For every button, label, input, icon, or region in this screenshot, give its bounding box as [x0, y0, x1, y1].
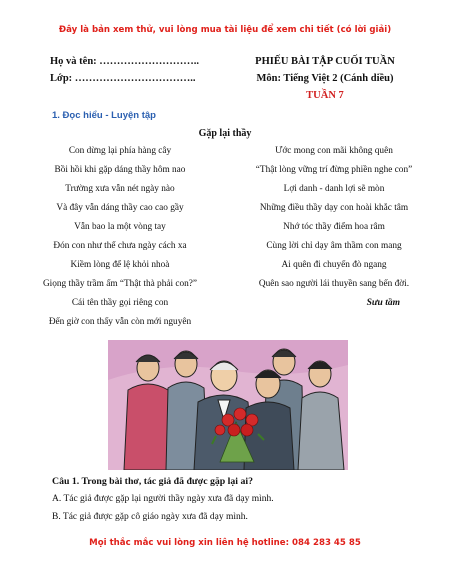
answer-option-a: A. Tác giả được gặp lại người thầy ngày xưa đã dạy mình.	[52, 494, 274, 504]
poem-right-line: Ai quên đi chuyến đò ngang	[281, 260, 387, 270]
poem-right-line: Lợi danh - danh lợi sẽ mòn	[283, 184, 385, 194]
poem-left-line: Bồi hồi khi gặp dáng thầy hôm nao	[54, 165, 186, 175]
poem-right-line: Ước mong con mãi không quên	[275, 146, 393, 156]
subject-label: Môn: Tiếng Việt 2 (Cánh diều)	[256, 73, 394, 84]
poem-left-line: Con dừng lại phía hàng cây	[68, 146, 172, 156]
section-title: 1. Đọc hiểu - Luyện tập	[52, 110, 156, 121]
question-1: Câu 1. Trong bài thơ, tác giả đã được gặp lại ai?	[52, 476, 253, 487]
poem-author: Sưu tầm	[366, 298, 400, 308]
poem-left-line: Vẫn bao la một vòng tay	[74, 222, 166, 232]
sheet-title: PHIẾU BÀI TẬP CUỐI TUẦN	[255, 56, 395, 67]
poem-title: Gặp lại thầy	[198, 128, 252, 139]
poem-right-line: “Thật lòng vững trí đừng phiền nghe con”	[255, 165, 413, 175]
poem-left-line: Và đây vẫn dáng thầy cao cao gầy	[56, 203, 184, 213]
poem-left-line: Giọng thầy trầm ấm “Thật thà phải con?”	[42, 279, 198, 289]
week-label: TUẦN 7	[306, 90, 344, 101]
name-field-label: Họ và tên: ………………………..	[50, 56, 200, 67]
poem-right-line: Những điều thầy dạy con hoài khắc tâm	[259, 203, 409, 213]
answer-option-b: B. Tác giả được gặp cô giáo ngày xưa đã dạy mình.	[52, 512, 248, 522]
poem-left-line: Kiềm lòng để lệ khỏi nhoà	[70, 260, 170, 270]
poem-left-line: Đến giờ con thấy vẫn còn mới nguyên	[48, 317, 192, 327]
poem-left-line: Đón con như thể chưa ngày cách xa	[53, 241, 187, 251]
teacher-flowers-illustration	[108, 340, 348, 470]
hotline-banner: Mọi thắc mắc vui lòng xin liên hệ hotline: 084 283 45 85	[89, 538, 361, 548]
poem-right-line: Cùng lời chỉ dạy âm thầm con mang	[266, 241, 402, 251]
poem-left-line: Cái tên thầy gọi riêng con	[71, 298, 169, 308]
poem-right-line: Quên sao người lái thuyền sang bến đời.	[258, 279, 410, 289]
preview-notice-banner: Đây là bản xem thử, vui lòng mua tài liệu để xem chi tiết (có lời giải)	[58, 25, 392, 35]
poem-right-line: Nhớ tóc thầy điểm hoa râm	[283, 222, 385, 232]
poem-left-line: Trường xưa vẫn nét ngày nào	[65, 184, 175, 194]
class-field-label: Lớp: ……………………………..	[50, 73, 196, 84]
